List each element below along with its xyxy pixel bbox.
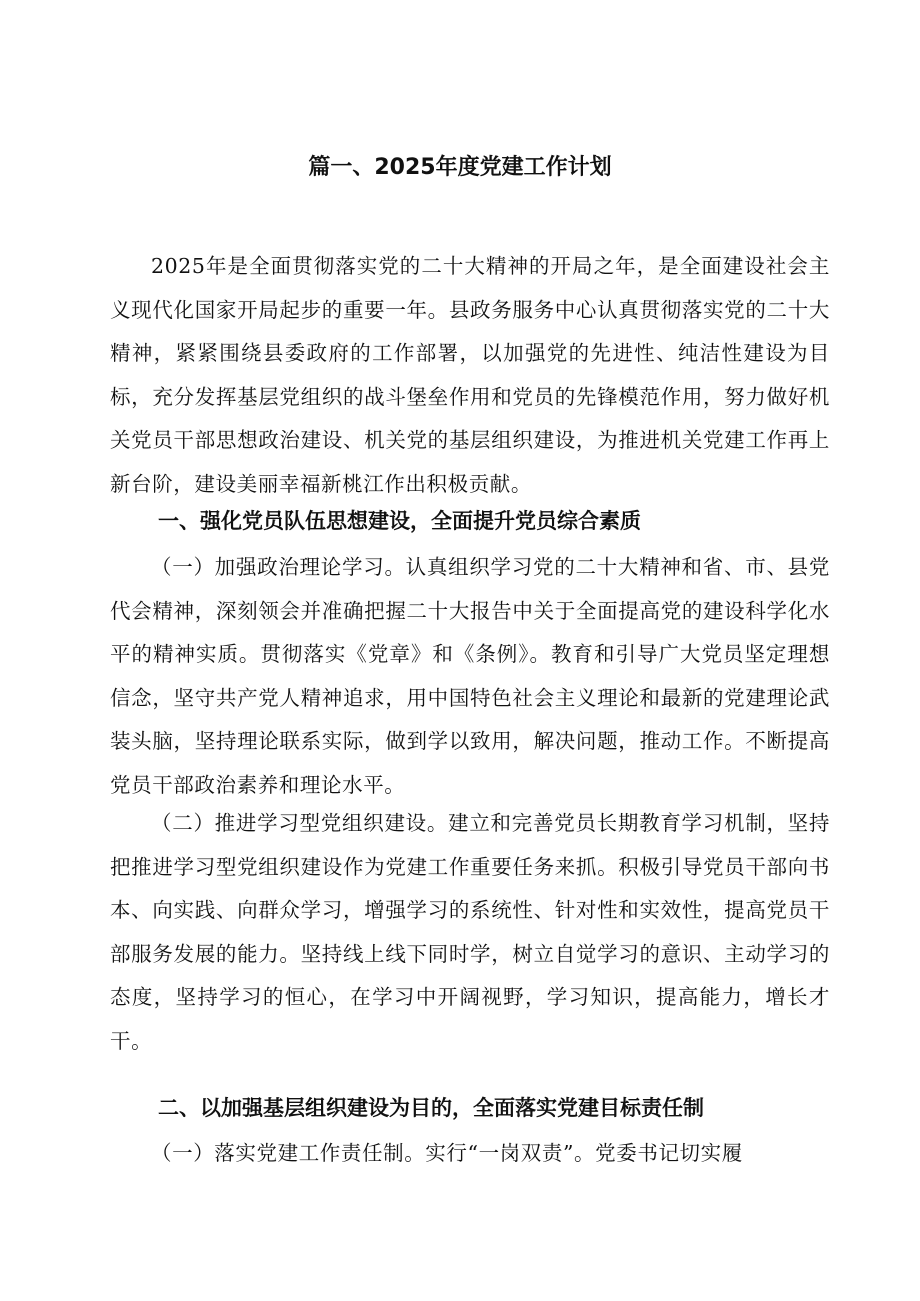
- section-2-paragraph-1: （一）落实党建工作责任制。实行“一岗双责”。党委书记切实履: [151, 1141, 743, 1165]
- document-title: 篇一、2025年度党建工作计划: [308, 155, 612, 180]
- section-heading-1: 一、强化党员队伍思想建设，全面提升党员综合素质: [158, 509, 641, 533]
- section-1-paragraph-2: （二）推进学习型党组织建设。建立和完善党员长期教育学习机制，坚持把推进学习型党组织建设作为党建工作重要任务来抓。积极引导党员干部向书本、向实践、向群众学习，增强学习的系统性、针对性和实效性，提高党员干部服务发展的能力。坚持线上线下同时学，树立自觉学习的意识、主动学习的态度，坚持学习的恒心，在学习中开阔视野，学习知识，提高能力，增长才干。: [110, 811, 830, 1053]
- intro-paragraph: 2025年是全面贯彻落实党的二十大精神的开局之年，是全面建设社会主义现代化国家开局起步的重要一年。县政务服务中心认真贯彻落实党的二十大精神，紧紧围绕县委政府的工作部署，以加强党的先进性、纯洁性建设为目标，充分发挥基层党组织的战斗堡垒作用和党员的先锋模范作用，努力做好机关党员干部思想政治建设、机关党的基层组织建设，为推进机关党建工作再上新台阶，建设美丽幸福新桃江作出积极贡献。: [110, 254, 830, 496]
- section-heading-2: 二、以加强基层组织建设为目的，全面落实党建目标责任制: [158, 1096, 704, 1120]
- section-1-paragraph-1: （一）加强政治理论学习。认真组织学习党的二十大精神和省、市、县党代会精神，深刻领会并准确把握二十大报告中关于全面提高党的建设科学化水平的精神实质。贯彻落实《党章》和《条例》。教育和引导广大党员坚定理想信念，坚守共产党人精神追求，用中国特色社会主义理论和最新的党建理论武装头脑，坚持理论联系实际，做到学以致用，解决问题，推动工作。不断提高党员干部政治素养和理论水平。: [110, 555, 830, 797]
